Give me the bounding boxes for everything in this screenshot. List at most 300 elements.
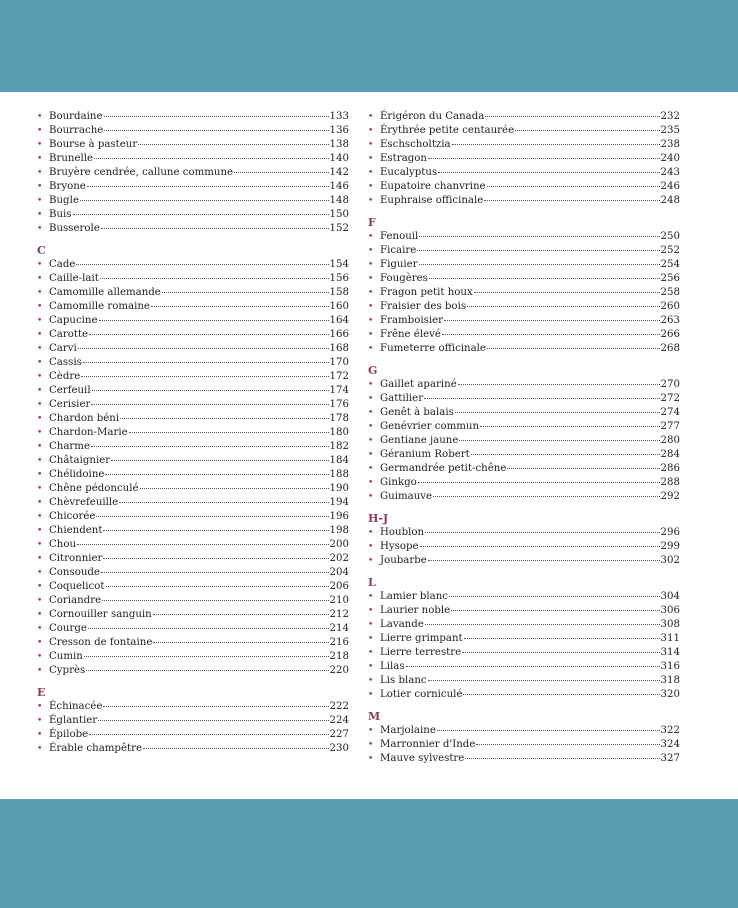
index-entry — [37, 356, 349, 370]
bullet-icon: • — [368, 112, 374, 122]
bullet-icon: • — [37, 428, 43, 438]
entry-page-number: 304 — [660, 591, 680, 602]
dot-leader — [103, 530, 328, 531]
entry-page-number: 200 — [329, 539, 349, 550]
dot-leader — [455, 412, 660, 413]
index-entry — [37, 152, 349, 166]
entry-page-number: 194 — [329, 497, 349, 508]
entry-name: Caille-lait — [49, 273, 99, 284]
entry-name: Fougères — [380, 273, 428, 284]
section-letter-heading: F — [368, 216, 376, 229]
entry-name: Cade — [49, 259, 76, 270]
entry-name: Lavande — [380, 619, 424, 630]
entry-page-number: 288 — [660, 477, 680, 488]
entry-page-number: 284 — [660, 449, 680, 460]
entry-name: Érable champêtre — [49, 743, 142, 754]
index-entry — [37, 194, 349, 208]
entry-page-number: 235 — [660, 125, 680, 136]
entry-name: Cornouiller sanguin — [49, 609, 152, 620]
entry-name: Chardon béni — [49, 413, 120, 424]
bullet-icon: • — [368, 316, 374, 326]
index-entry — [368, 476, 680, 490]
bullet-icon: • — [37, 638, 43, 648]
dot-leader — [162, 292, 329, 293]
dot-leader — [103, 558, 328, 559]
bullet-icon: • — [37, 484, 43, 494]
index-entry — [37, 110, 349, 124]
bullet-icon: • — [368, 288, 374, 298]
dot-leader — [429, 278, 660, 279]
bullet-icon: • — [368, 168, 374, 178]
entry-name: Lotier corniculé — [380, 689, 463, 700]
entry-name: Cerfeuil — [49, 385, 91, 396]
dot-leader — [89, 734, 328, 735]
bullet-icon: • — [368, 232, 374, 242]
bullet-icon: • — [368, 740, 374, 750]
index-entry — [368, 660, 680, 674]
bullet-icon: • — [368, 556, 374, 566]
bullet-icon: • — [37, 498, 43, 508]
entry-name: Châtaignier — [49, 455, 111, 466]
dot-leader — [103, 706, 328, 707]
bullet-icon: • — [37, 330, 43, 340]
index-section — [368, 576, 680, 702]
entry-page-number: 238 — [660, 139, 680, 150]
dot-leader — [100, 278, 329, 279]
index-entry — [37, 636, 349, 650]
entry-page-number: 322 — [660, 725, 680, 736]
bullet-icon: • — [368, 464, 374, 474]
bullet-icon: • — [37, 568, 43, 578]
entry-page-number: 258 — [660, 287, 680, 298]
bullet-icon: • — [37, 414, 43, 424]
index-entry — [368, 244, 680, 258]
entry-page-number: 146 — [329, 181, 349, 192]
index-entry — [368, 526, 680, 540]
entry-page-number: 214 — [329, 623, 349, 634]
entry-name: Bourrache — [49, 125, 104, 136]
entry-page-number: 210 — [329, 595, 349, 606]
index-entry — [37, 314, 349, 328]
entry-page-number: 212 — [329, 609, 349, 620]
bullet-icon: • — [368, 478, 374, 488]
index-entry — [37, 412, 349, 426]
entry-page-number: 320 — [660, 689, 680, 700]
dot-leader — [138, 144, 328, 145]
section-letter-heading: C — [37, 244, 46, 257]
bullet-icon: • — [37, 716, 43, 726]
bullet-icon: • — [37, 316, 43, 326]
index-entry — [368, 230, 680, 244]
entry-name: Bourse à pasteur — [49, 139, 138, 150]
bullet-icon: • — [37, 126, 43, 136]
dot-leader — [442, 334, 660, 335]
bullet-icon: • — [368, 408, 374, 418]
entry-name: Échinacée — [49, 701, 103, 712]
dot-leader — [102, 600, 328, 601]
index-entry — [368, 490, 680, 504]
dot-leader — [476, 744, 659, 745]
entry-page-number: 316 — [660, 661, 680, 672]
dot-leader — [92, 390, 329, 391]
entry-name: Bruyère cendrée, callune commune — [49, 167, 234, 178]
entry-name: Cresson de fontaine — [49, 637, 153, 648]
entry-page-number: 172 — [329, 371, 349, 382]
entry-name: Chou — [49, 539, 77, 550]
dot-leader — [419, 264, 660, 265]
entry-page-number: 292 — [660, 491, 680, 502]
dot-leader — [462, 652, 659, 653]
dot-leader — [419, 236, 659, 237]
bullet-icon: • — [37, 744, 43, 754]
entry-name: Coquelicot — [49, 581, 105, 592]
entry-name: Chêne pédonculé — [49, 483, 139, 494]
index-entry — [368, 434, 680, 448]
entry-page-number: 206 — [329, 581, 349, 592]
bullet-icon: • — [37, 400, 43, 410]
entry-page-number: 202 — [329, 553, 349, 564]
dot-leader — [444, 320, 660, 321]
entry-name: Framboisier — [380, 315, 443, 326]
entry-page-number: 256 — [660, 273, 680, 284]
dot-leader — [140, 488, 329, 489]
entry-name: Cassis — [49, 357, 82, 368]
bullet-icon: • — [37, 554, 43, 564]
index-entry — [368, 738, 680, 752]
entry-name: Brunelle — [49, 153, 94, 164]
index-entry — [368, 674, 680, 688]
dot-leader — [94, 158, 328, 159]
entry-name: Chicorée — [49, 511, 96, 522]
dot-leader — [89, 334, 328, 335]
entry-name: Charme — [49, 441, 90, 452]
bullet-icon: • — [368, 726, 374, 736]
dot-leader — [417, 250, 659, 251]
bullet-icon: • — [368, 592, 374, 602]
index-entry — [368, 124, 680, 138]
entry-name: Busserole — [49, 223, 100, 234]
index-entry — [37, 700, 349, 714]
entry-page-number: 277 — [660, 421, 680, 432]
entry-page-number: 174 — [329, 385, 349, 396]
dot-leader — [425, 624, 660, 625]
bullet-icon: • — [37, 260, 43, 270]
section-letter-heading: G — [368, 364, 378, 377]
dot-leader — [76, 264, 328, 265]
entry-name: Bourdaine — [49, 111, 103, 122]
index-entry — [368, 152, 680, 166]
index-entry — [37, 454, 349, 468]
entry-page-number: 327 — [660, 753, 680, 764]
dot-leader — [458, 384, 660, 385]
index-entry — [37, 286, 349, 300]
entry-name: Églantier — [49, 715, 98, 726]
index-entry — [37, 622, 349, 636]
bullet-icon: • — [37, 702, 43, 712]
index-section — [37, 110, 349, 236]
dot-leader — [428, 560, 660, 561]
entry-page-number: 299 — [660, 541, 680, 552]
index-entry — [37, 370, 349, 384]
index-entry — [37, 166, 349, 180]
dot-leader — [463, 694, 659, 695]
bullet-icon: • — [37, 168, 43, 178]
entry-name: Consoude — [49, 567, 100, 578]
index-entry — [37, 664, 349, 678]
bullet-icon: • — [368, 422, 374, 432]
entry-name: Joubarbe — [380, 555, 427, 566]
bullet-icon: • — [37, 140, 43, 150]
entry-name: Euphraise officinale — [380, 195, 484, 206]
dot-leader — [87, 186, 329, 187]
entry-name: Frêne élevé — [380, 329, 441, 340]
entry-name: Lamier blanc — [380, 591, 449, 602]
entry-page-number: 260 — [660, 301, 680, 312]
bullet-icon: • — [37, 386, 43, 396]
dot-leader — [98, 720, 328, 721]
index-entry — [37, 538, 349, 552]
entry-name: Mauve sylvestre — [380, 753, 465, 764]
dot-leader — [86, 670, 328, 671]
dot-leader — [471, 454, 660, 455]
bullet-icon: • — [37, 344, 43, 354]
bullet-icon: • — [368, 330, 374, 340]
entry-page-number: 324 — [660, 739, 680, 750]
entry-name: Genêt à balais — [380, 407, 454, 418]
entry-page-number: 250 — [660, 231, 680, 242]
index-entry — [37, 510, 349, 524]
bullet-icon: • — [37, 456, 43, 466]
entry-name: Fraisier des bois — [380, 301, 467, 312]
entry-page-number: 178 — [329, 413, 349, 424]
dot-leader — [487, 348, 660, 349]
index-entry — [37, 440, 349, 454]
dot-leader — [104, 116, 329, 117]
index-entry — [368, 688, 680, 702]
entry-page-number: 142 — [329, 167, 349, 178]
entry-name: Coriandre — [49, 595, 102, 606]
section-letter-heading: M — [368, 710, 381, 723]
bullet-icon: • — [37, 540, 43, 550]
dot-leader — [143, 748, 329, 749]
index-entry — [368, 618, 680, 632]
index-entry — [37, 524, 349, 538]
section-letter-heading: H-J — [368, 512, 389, 525]
index-entry — [368, 180, 680, 194]
bullet-icon: • — [368, 274, 374, 284]
entry-name: Gattilier — [380, 393, 424, 404]
index-column-left — [37, 110, 349, 756]
index-entry — [37, 124, 349, 138]
index-entry — [368, 110, 680, 124]
bullet-icon: • — [368, 436, 374, 446]
entry-page-number: 268 — [660, 343, 680, 354]
entry-page-number: 270 — [660, 379, 680, 390]
dot-leader — [234, 172, 328, 173]
index-section — [37, 244, 349, 678]
index-entry — [37, 728, 349, 742]
entry-page-number: 286 — [660, 463, 680, 474]
bullet-icon: • — [37, 582, 43, 592]
index-entry — [37, 258, 349, 272]
bullet-icon: • — [368, 676, 374, 686]
entry-page-number: 248 — [660, 195, 680, 206]
entry-page-number: 254 — [660, 259, 680, 270]
index-section — [368, 216, 680, 356]
entry-name: Chardon-Marie — [49, 427, 128, 438]
entry-name: Fumeterre officinale — [380, 343, 486, 354]
entry-page-number: 180 — [329, 427, 349, 438]
dot-leader — [88, 628, 329, 629]
bullet-icon: • — [37, 182, 43, 192]
bullet-icon: • — [37, 624, 43, 634]
dot-leader — [485, 116, 659, 117]
entry-name: Capucine — [49, 315, 98, 326]
index-entry — [37, 300, 349, 314]
entry-name: Chélidoine — [49, 469, 105, 480]
entry-name: Laurier noble — [380, 605, 451, 616]
entry-page-number: 232 — [660, 111, 680, 122]
entry-page-number: 133 — [329, 111, 349, 122]
dot-leader — [119, 502, 328, 503]
index-entry — [368, 300, 680, 314]
bottom-color-band — [0, 799, 738, 908]
entry-name: Camomille allemande — [49, 287, 161, 298]
entry-page-number: 220 — [329, 665, 349, 676]
bullet-icon: • — [368, 260, 374, 270]
dot-leader — [452, 144, 660, 145]
entry-name: Houblon — [380, 527, 425, 538]
entry-page-number: 188 — [329, 469, 349, 480]
entry-page-number: 136 — [329, 125, 349, 136]
index-entry — [37, 180, 349, 194]
dot-leader — [451, 610, 659, 611]
entry-name: Lierre terrestre — [380, 647, 462, 658]
entry-page-number: 224 — [329, 715, 349, 726]
dot-leader — [111, 460, 328, 461]
entry-name: Gaillet apariné — [380, 379, 457, 390]
entry-name: Érythrée petite centaurée — [380, 125, 515, 136]
index-entry — [37, 496, 349, 510]
bullet-icon: • — [368, 648, 374, 658]
entry-name: Camomille romaine — [49, 301, 150, 312]
bullet-icon: • — [37, 154, 43, 164]
entry-page-number: 154 — [329, 259, 349, 270]
entry-page-number: 184 — [329, 455, 349, 466]
index-entry — [368, 604, 680, 618]
dot-leader — [418, 482, 660, 483]
dot-leader — [83, 362, 329, 363]
entry-page-number: 164 — [329, 315, 349, 326]
entry-page-number: 222 — [329, 701, 349, 712]
index-section — [368, 512, 680, 568]
entry-page-number: 148 — [329, 195, 349, 206]
dot-leader — [459, 440, 659, 441]
index-entry — [37, 426, 349, 440]
bullet-icon: • — [37, 610, 43, 620]
dot-leader — [428, 158, 660, 159]
dot-leader — [105, 474, 328, 475]
bullet-icon: • — [368, 140, 374, 150]
bullet-icon: • — [37, 112, 43, 122]
index-entry — [368, 632, 680, 646]
dot-leader — [464, 638, 660, 639]
dot-leader — [420, 546, 660, 547]
bullet-icon: • — [37, 730, 43, 740]
bullet-icon: • — [368, 528, 374, 538]
bullet-icon: • — [368, 394, 374, 404]
bullet-icon: • — [37, 288, 43, 298]
index-entry — [368, 272, 680, 286]
entry-page-number: 138 — [329, 139, 349, 150]
entry-page-number: 302 — [660, 555, 680, 566]
index-column-right — [368, 110, 680, 766]
dot-leader — [106, 586, 329, 587]
index-entry — [37, 328, 349, 342]
entry-name: Guimauve — [380, 491, 433, 502]
entry-name: Lierre grimpant — [380, 633, 463, 644]
index-entry — [37, 482, 349, 496]
index-entry — [37, 650, 349, 664]
bullet-icon: • — [368, 246, 374, 256]
entry-page-number: 160 — [329, 301, 349, 312]
dot-leader — [151, 306, 329, 307]
entry-name: Cèdre — [49, 371, 81, 382]
bullet-icon: • — [368, 380, 374, 390]
entry-name: Carvi — [49, 343, 77, 354]
entry-name: Estragon — [380, 153, 427, 164]
entry-page-number: 318 — [660, 675, 680, 686]
index-entry — [37, 608, 349, 622]
dot-leader — [77, 544, 328, 545]
entry-name: Buis — [49, 209, 72, 220]
index-entry — [37, 552, 349, 566]
dot-leader — [101, 572, 329, 573]
bullet-icon: • — [368, 302, 374, 312]
index-entry — [368, 462, 680, 476]
dot-leader — [84, 656, 329, 657]
top-color-band — [0, 0, 738, 92]
entry-page-number: 266 — [660, 329, 680, 340]
entry-page-number: 243 — [660, 167, 680, 178]
entry-name: Germandrée petit-chêne — [380, 463, 507, 474]
entry-page-number: 296 — [660, 527, 680, 538]
index-entry — [368, 166, 680, 180]
entry-page-number: 176 — [329, 399, 349, 410]
dot-leader — [425, 532, 659, 533]
bullet-icon: • — [37, 666, 43, 676]
dot-leader — [428, 680, 660, 681]
dot-leader — [96, 516, 328, 517]
entry-name: Marronnier d'Inde — [380, 739, 476, 750]
dot-leader — [433, 496, 660, 497]
bullet-icon: • — [368, 450, 374, 460]
bullet-icon: • — [368, 492, 374, 502]
index-entry — [37, 566, 349, 580]
bullet-icon: • — [37, 224, 43, 234]
dot-leader — [437, 730, 660, 731]
section-letter-heading: E — [37, 686, 46, 699]
dot-leader — [465, 758, 659, 759]
dot-leader — [73, 214, 329, 215]
entry-name: Fragon petit houx — [380, 287, 473, 298]
index-entry — [37, 742, 349, 756]
index-entry — [37, 468, 349, 482]
index-entry — [37, 138, 349, 152]
dot-leader — [101, 228, 329, 229]
entry-name: Courge — [49, 623, 87, 634]
dot-leader — [438, 172, 659, 173]
